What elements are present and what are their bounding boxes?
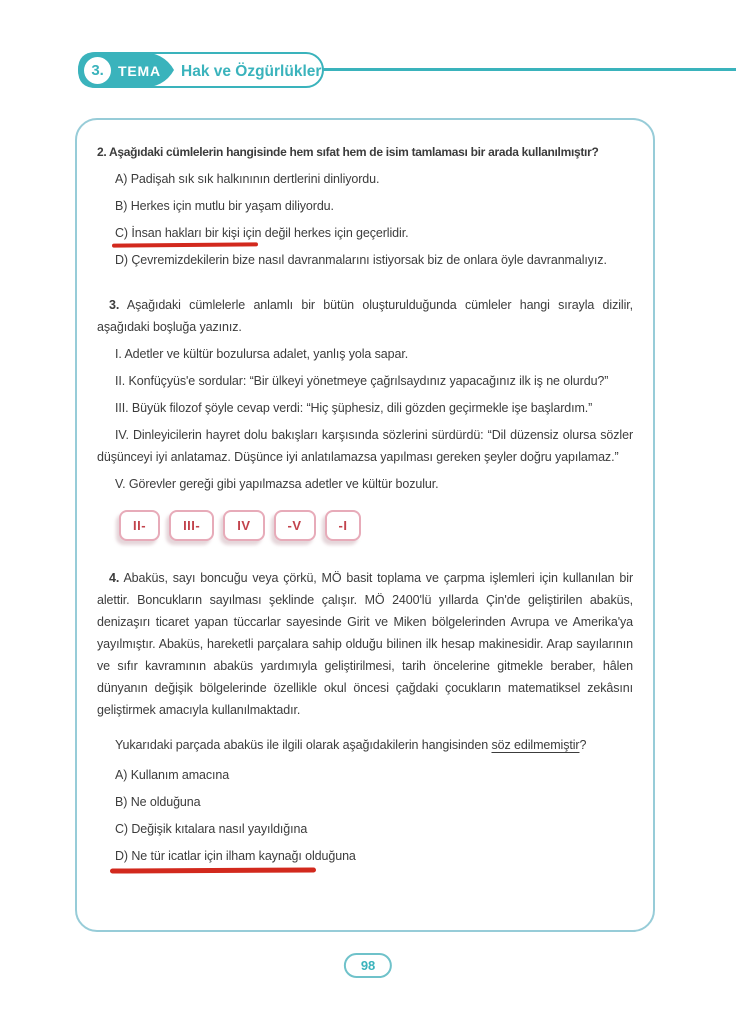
question-3-stem: 3. Aşağıdaki cümlelerle anlamlı bir bütün oluşturulduğunda cümleler hangi sırayla dizilir, aşağıdaki boşluğa yazınız. [97,298,633,334]
q3-answer-boxes [119,510,633,541]
question-4 [97,567,633,864]
q2-option-a: A) Padişah sık sık halkınının dertlerini dinliyordu. [115,172,380,186]
q3-answer-box-2: III- [169,510,214,541]
question-4-stem: Yukarıdaki parçada abaküs ile ilgili olarak aşağıdakilerin hangisinden söz edilmemiştir? [115,738,587,752]
page-number-pill [344,953,392,978]
question-2-stem: 2. Aşağıdaki cümlelerin hangisinde hem sıfat hem de isim tamlaması bir arada kullanılmıştır? [97,145,599,159]
q2-option-b: B) Herkes için mutlu bir yaşam diliyordu. [115,199,334,213]
tema-header [0,52,736,88]
q3-item-5: V. Görevler gereği gibi yapılmazsa adetler ve kültür bozulur. [115,477,439,491]
question-4-number: 4. [109,571,120,585]
q2-option-d: D) Çevremizdekilerin bize nasıl davranmalarını istiyorsak biz de onlara öyle davranmalıyız. [115,253,607,267]
q3-answer-box-3: IV [223,510,264,541]
tema-badge [78,52,324,88]
question-box [75,118,655,932]
question-4-paragraph: 4. Abaküs, sayı boncuğu veya çörkü, MÖ basit toplama ve çarpma işlemleri için kullanılan bir alettir. Boncukların sayılması şeklinde çalışır. MÖ 2400'lü yıllarda Çin'de geliştirilen abaküs, denizaşırı ticaret yapan tüccarlar sayesinde Girit ve Miken bölgelerinden Avrupa ve Amerika'ya yayılmıştır. Abaküs, hareketli parçalara sahip olduğu bilinen ilk hesap makinesidir. Arap sayılarının ve sıfır kavramının abaküs yardımıyla geliştirilmesi, tarih öncelerine gitmekle beraber, hâlen dünyanın değişik bölgelerinde özellikle okul öncesi çağdaki çocukların matematiksel zekâsını geliştirmek amacıyla kullanılmaktadır. [97,571,634,717]
q4-option-c: C) Değişik kıtalara nasıl yayıldığına [115,822,308,836]
question-2-number: 2. [97,145,107,159]
q4-stem-underlined-phrase: söz edilmemiştir [491,738,580,752]
header-rule [322,68,736,71]
question-2 [97,144,633,268]
q3-answer-box-1: II- [119,510,160,541]
tema-label: TEMA [118,63,161,79]
q3-item-2: II. Konfüçyüs'e sordular: “Bir ülkeyi yönetmeye çağrılsaydınız yapacağınız ilk iş ne olurdu?” [115,374,609,388]
q3-item-3: III. Büyük filozof şöyle cevap verdi: “Hiç şüphesiz, dili gözden geçirmekle işe başlardım.” [115,401,593,415]
tema-number: 3. [84,57,111,84]
question-3-number: 3. [109,298,120,312]
page-number: 98 [360,958,376,973]
q4-option-d: D) Ne tür icatlar için ilham kaynağı olduğuna [115,849,356,864]
q4-answer-underline-mark [110,867,316,873]
tema-title: Hak ve Özgürlükler [181,63,322,80]
q2-option-c: C) İnsan hakları bir kişi için değil herkes için geçerlidir. [115,226,408,241]
q4-option-a: A) Kullanım amacına [115,768,230,782]
q3-item-1: I. Adetler ve kültür bozulursa adalet, yanlış yola sapar. [115,347,409,361]
q2-answer-underline-mark [112,242,258,247]
q3-answer-box-5: -I [325,510,362,541]
q3-answer-box-4: -V [274,510,316,541]
question-3 [97,294,633,541]
q3-item-4: IV. Dinleyicilerin hayret dolu bakışları karşısında sözlerini sürdürdü: “Dil düzensiz olursa sözler düşünceyi iyi anlatamaz. Düşünce iyi anlatılamazsa yapılması gereken şeyler doğru yapılamaz.” [97,428,634,464]
q4-option-b: B) Ne olduğuna [115,795,201,809]
